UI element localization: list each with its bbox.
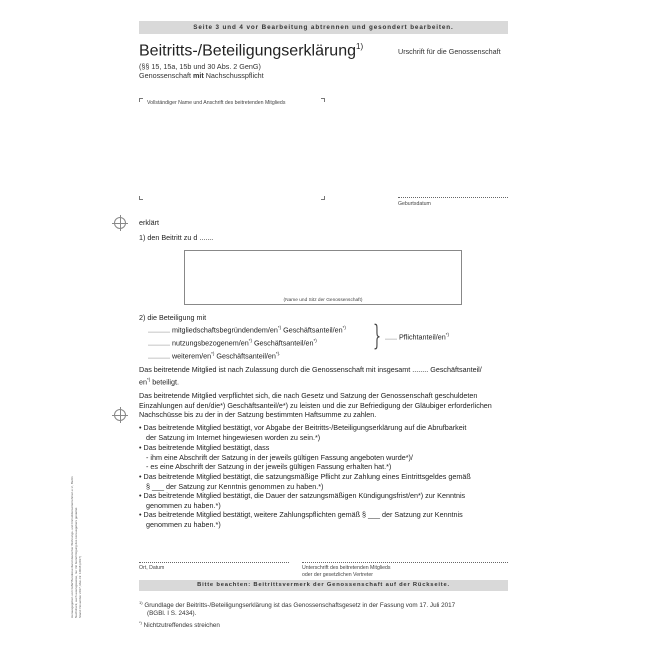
bullet-line: • Das beitretende Mitglied bestätigt, dass xyxy=(139,443,270,452)
coop-type-line xyxy=(139,71,264,80)
footnote-mark: 1) xyxy=(139,600,143,605)
member-address-label: Vollständiger Name und Anschrift des beitretenden Mitglieds xyxy=(147,100,286,106)
registration-mark-icon xyxy=(114,409,126,421)
declares-text: erklärt xyxy=(139,218,159,227)
registration-mark-icon xyxy=(114,217,126,229)
bullet-line: • Das beitretende Mitglied bestätigt, die satzungsmäßige Pflicht zur Zahlung eines Eintrittsgeldes gemäß xyxy=(139,472,471,481)
field-corner xyxy=(139,196,143,200)
bullet-line: - ihm eine Abschrift der Satzung in der jeweils gültigen Fassung angeboten wurde*)/ xyxy=(146,452,413,462)
share-dots[interactable]: ........... xyxy=(148,351,170,361)
coop-type-bold: mit xyxy=(192,71,204,80)
coop-type-prefix: Genossenschaft xyxy=(139,71,193,80)
mandatory-shares[interactable]: ...... Pflichtanteil/en xyxy=(385,332,446,342)
bullet-line: • Das beitretende Mitglied bestätigt, weitere Zahlungspflichten gemäß § ___ der Satzung zur Kenntnis xyxy=(139,510,463,519)
field-corner xyxy=(139,98,143,102)
mandatory-sup: *) xyxy=(445,332,449,337)
share-suffix: Geschäftsanteil/en xyxy=(281,325,343,335)
member-signature-label xyxy=(302,565,391,578)
para1-line xyxy=(139,375,482,387)
bullet-text: Das beitretende Mitglied bestätigt, vor Abgabe der Beitritts-/Beteiligungserklärung auf die Abrufbarkeit xyxy=(143,423,467,432)
footnote-line: (BGBl. I S. 2434). xyxy=(147,610,197,618)
field-corner xyxy=(321,98,325,102)
para2-line: Nachschüsse bis zu der in der Satzung bestimmten Haftsumme zu zahlen. xyxy=(139,410,377,420)
share-sup: *) xyxy=(277,325,282,330)
share-text: mitgliedschaftsbegründendem/en xyxy=(169,325,278,335)
original-for-coop: Urschrift für die Genossenschaft xyxy=(398,47,501,56)
para1-end: beteiligt. xyxy=(150,376,180,386)
footnote-1 xyxy=(139,599,455,618)
share-sup2: *) xyxy=(313,338,317,343)
bullet-line: genommen zu haben.*) xyxy=(146,519,221,529)
sig-label-line: oder der gesetzlichen Vertreter xyxy=(302,571,373,578)
birthdate-field[interactable] xyxy=(398,197,508,198)
title-text: Beitritts-/Beteiligungserklärung xyxy=(139,42,356,60)
bullet-text: Das beitretende Mitglied bestätigt, dass xyxy=(143,443,270,452)
bullet-line: - es eine Abschrift der Satzung in der jeweils gültigen Fassung erhalten hat.*) xyxy=(146,462,392,472)
cooperative-name-box[interactable] xyxy=(184,250,462,305)
bullet-item xyxy=(139,472,471,491)
member-signature-field[interactable] xyxy=(302,562,508,563)
side-text-line: Stand: November 2017, Mat.-Nr. 10038 (2017) xyxy=(78,556,82,618)
title-footnote-mark: 1) xyxy=(356,42,364,51)
footnote-text: Grundlage der Beitritts-/Beteiligungserklärung ist das Genossenschaftsgesetz in der Fassung vom 17. Juli 2017 xyxy=(144,602,456,610)
para2-line: Einzahlungen auf den/die*) Geschäftsanteil/e*) zu leisten und die zur Befriedigung der Gläubiger erforderlichen xyxy=(139,400,492,410)
share-line xyxy=(148,336,317,348)
sig-label-line: Unterschrift des beitretenden Mitglieds xyxy=(302,565,391,571)
footnote-text: Nichtzutreffendes streichen xyxy=(143,622,220,630)
share-dots[interactable]: ........... xyxy=(148,338,170,348)
item-2-text: 2) die Beteiligung mit xyxy=(139,313,207,322)
footnote-mark: *) xyxy=(139,620,142,625)
share-sup: *) xyxy=(248,338,252,343)
birthdate-label: Geburtsdatum xyxy=(398,201,431,207)
bullet-line: • Das beitretende Mitglied bestätigt, die Dauer der satzungsmäßigen Kündigungsfrist/en*) zur Kenntnis xyxy=(139,491,466,500)
share-suffix: Geschäftsanteil/en xyxy=(251,338,314,348)
footnote-line xyxy=(139,599,455,610)
para1-en: en xyxy=(139,376,147,386)
bullet-line: § ___ der Satzung zur Kenntnis genommen zu haben.*) xyxy=(146,481,324,491)
obligation-paragraph xyxy=(139,391,492,420)
para1-sup: *) xyxy=(147,376,151,382)
share-sup2: *). xyxy=(275,351,281,356)
share-sup2: *) xyxy=(342,325,346,330)
bottom-notice-bar: Bitte beachten: Beitrittsvermerk der Genossenschaft auf der Rückseite. xyxy=(139,580,508,591)
bullet-item xyxy=(139,491,465,510)
bullet-line: genommen zu haben.*) xyxy=(146,500,221,510)
legal-ref-line: (§§ 15, 15a, 15b und 30 Abs. 2 GenG) xyxy=(139,62,261,71)
bullet-item xyxy=(139,443,413,472)
share-suffix: Geschäftsanteil/en xyxy=(214,351,276,361)
form-title xyxy=(139,42,363,60)
bullet-text: Das beitretende Mitglied bestätigt, die Dauer der satzungsmäßigen Kündigungsfrist/en*) zur Kenntnis xyxy=(143,491,466,500)
bullet-line: • Das beitretende Mitglied bestätigt, vor Abgabe der Beitritts-/Beteiligungserklärung auf die Abrufbarkeit xyxy=(139,423,467,432)
curly-brace-icon: } xyxy=(373,319,382,352)
share-dots[interactable]: ........... xyxy=(148,325,170,335)
para1-line: Das beitretende Mitglied ist nach Zulassung durch die Genossenschaft mit insgesamt ........ Geschäftsanteil/ xyxy=(139,365,482,374)
share-sup: *) xyxy=(211,351,215,356)
bullet-item xyxy=(139,510,463,529)
share-text: weiterem/en xyxy=(169,351,212,361)
bullet-line: der Satzung im Internet hingewiesen worden zu sein.*) xyxy=(146,432,321,442)
bullet-text: Das beitretende Mitglied bestätigt, weitere Zahlungspflichten gemäß § ___ der Satzung zur Kenntnis xyxy=(143,510,463,519)
mandatory-shares-text xyxy=(385,330,449,342)
item-1-text: 1) den Beitritt zu d ....... xyxy=(139,233,214,242)
bullet-text: Das beitretende Mitglied bestätigt, die satzungsmäßige Pflicht zur Zahlung eines Eintrittsgeldes gemäß xyxy=(143,472,471,481)
share-line xyxy=(148,349,280,361)
share-text: nutzungsbezogenem/en xyxy=(169,338,249,348)
publisher-side-text xyxy=(70,418,88,618)
share-line xyxy=(148,323,346,335)
para2-line: Das beitretende Mitglied verpflichtet sich, die nach Gesetz und Satzung der Genossenschaft geschuldeten xyxy=(139,391,478,400)
place-date-label: Ort, Datum xyxy=(139,565,165,571)
footnote-2 xyxy=(139,619,220,630)
coop-type-suffix: Nachschusspflicht xyxy=(203,71,264,80)
name-box-label: (Name und Sitz der Genossenschaft) xyxy=(283,298,363,303)
total-shares-paragraph xyxy=(139,365,482,387)
place-date-field[interactable] xyxy=(139,562,289,563)
side-text-line: Herausgegeben vom GdW Bundesverband deutscher Wohnungs- und Immobilienunternehmen e.V., Berlin xyxy=(70,476,74,618)
top-notice-bar: Seite 3 und 4 vor Bearbeitung abtrennen und gesondert bearbeiten. xyxy=(139,21,508,34)
side-text-line: Nachdruck, auch auszugsweise, nur mit Genehmigung des Herausgebers gestattet. xyxy=(74,506,78,618)
bullet-item xyxy=(139,423,466,442)
field-corner xyxy=(321,196,325,200)
legal-reference xyxy=(139,62,264,80)
